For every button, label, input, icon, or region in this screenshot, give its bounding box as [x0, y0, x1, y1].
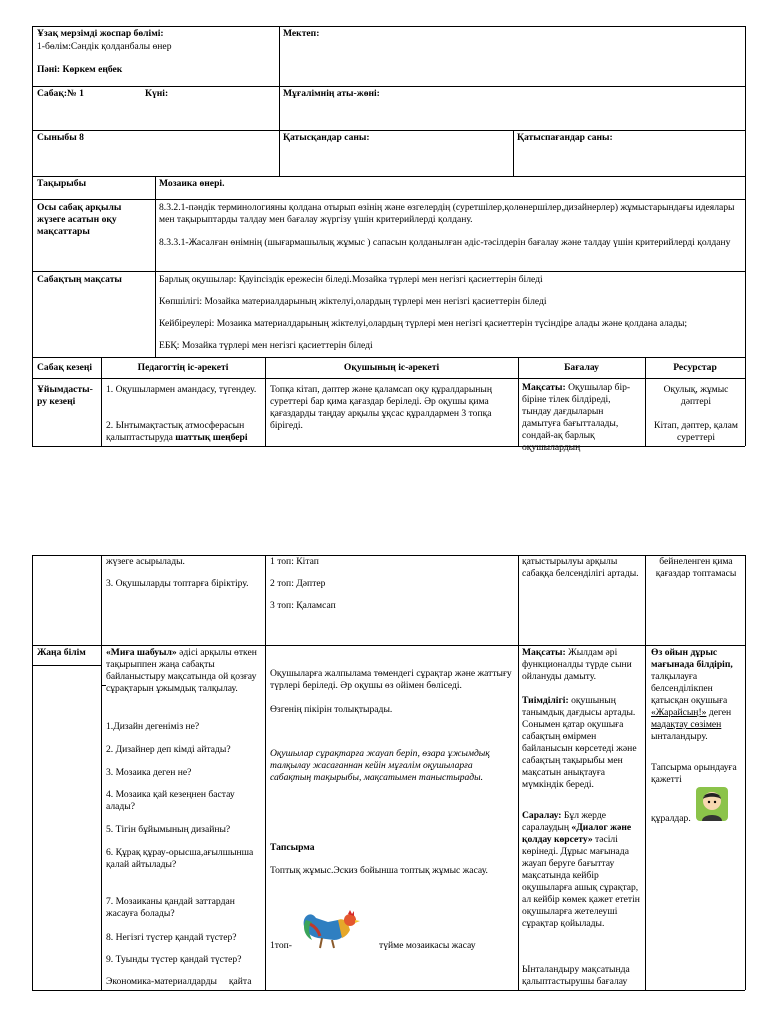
cont-teacher-2: 3. Оқушыларды топтарға біріктіру. [106, 578, 249, 589]
button-mosaic-task: түйме мозаикасы жасау [379, 940, 476, 951]
plan-title: Ұзақ мерзімді жоспар бөлімі: [37, 28, 164, 39]
objective-some: Кейбіреулері: Мозаика материалдарының жіктелуі,олардың түрлері мен негізгі қасиеттерін түсіндіре алады және қолдана алады; [159, 318, 688, 329]
objectives-label: Сабақтың мақсаты [37, 274, 122, 285]
goal-1: 8.3.2.1-пәндік терминологияны қолдана отырып өзінің және өзгелердің (суретшілер,қолөнершілер,дизайнерлер) жұмыстарындағы идеялары мен тақырыптарды талдау мен бағалау жүргізу үшін критерийлерді қолдану. [159, 202, 735, 225]
group-2: 2 топ: Дәптер [270, 578, 326, 589]
group-1-task-label: 1топ- [270, 940, 292, 951]
org-teacher-step-2: 2. Ынтымақтастық атмосферасын қалыптастыруда шаттық шеңбері [106, 420, 248, 443]
question-5: 5. Тігін бұйымының дизайны? [106, 824, 231, 835]
org-student-activity: Топқа кітап, дәптер және қаламсап оқу құралдарының суреттері бар қима қағаздар беріледі. Әр оқушы қима қағаздарды таңдау арқылы ұқсас құралдармен 3 топқа бірігеді. [270, 384, 492, 431]
col-head-resources: Ресурстар [673, 362, 717, 373]
task-title: Тапсырма [270, 842, 315, 853]
col-head-student: Оқушының іс-әрекеті [343, 362, 440, 373]
day-label: Күні: [145, 88, 169, 99]
absent-count-label: Қатыспағандар саны: [517, 132, 613, 143]
cont-teacher-1: жүзеге асырылады. [106, 556, 185, 567]
school-label: Мектеп: [283, 28, 320, 39]
org-resource-1: Оқулық, жұмыс дәптері [663, 384, 729, 407]
resource-tools-label: құралдар. [651, 813, 691, 824]
grade-label: Сыныбы 8 [37, 132, 84, 143]
topic-value: Мозаика өнері. [159, 178, 225, 189]
student-complement: Өзгенің пікірін толықтырады. [270, 704, 393, 715]
section-name: 1-бөлім:Сәндік қолданбалы өнер [37, 41, 172, 52]
lesson-number: Сабақ:№ 1 [37, 88, 84, 99]
question-7: 7. Мозаиканы қандай заттардан жасауға болады? [106, 896, 235, 919]
org-stage-label: Ұйымдасты-ру кезеңі [37, 384, 93, 407]
objective-sen: ЕБҚ: Мозайка түрлері мен негізгі қасиеттерін біледі [159, 340, 373, 351]
col-head-stage: Сабақ кезеңі [37, 362, 93, 373]
cont-assessment: қатыстырылуы арқылы сабаққа белсенділігі артады. [522, 556, 639, 579]
teacher-name-label: Мұғалімнің аты-жөні: [283, 88, 380, 99]
topic-label: Тақырыбы [37, 178, 87, 189]
assess-effectiveness: Тиімділігі: оқушының танымдық дағдысы артады. Сонымен қатар оқушыға сабақтың өмірмен байланысын көрсетеді және сабақтың тақырыбы мен мақсатын анықтауға мүмкіндік береді. [522, 695, 637, 790]
new-stage-label: Жаңа білім [37, 647, 86, 658]
question-1: 1.Дизайн дегеніміз не? [106, 721, 200, 732]
question-9: 9. Туынды түстер қандай түстер? [106, 954, 242, 965]
economics-line: Экономика-материалдарды қайта [106, 976, 252, 987]
group-3: 3 топ: Қаламсап [270, 600, 336, 611]
objective-most: Көпшілігі: Мозайка материалдарының жіктелуі,олардың түрлері мен негізгі қасиеттерін біледі [159, 296, 547, 307]
assess-purpose: Мақсаты: Жылдам әрі функционалды түрде сыни ойлануды дамыту. [522, 647, 632, 682]
question-8: 8. Негізгі түстер қандай түстер? [106, 932, 237, 943]
objective-all: Барлық оқушылар: Қауіпсіздік ережесін біледі.Мозайка түрлері мен негізгі қасиеттерін біледі [159, 274, 543, 285]
goals-label: Осы сабақ арқылы жүзеге асатын оқу мақсаттары [37, 202, 122, 237]
student-avatar-icon [696, 787, 728, 821]
col-head-assessment: Бағалау [564, 362, 599, 373]
goal-2: 8.3.3.1-Жасалған өнімнің (шығармашылық жұмыс ) сапасын қолданылған әдіс-тәсілдерін бағалау және талдау үшін критерийлерді қолдану [159, 237, 731, 248]
org-resource-2: Кітап, дәптер, қалам суреттері [654, 420, 738, 443]
resource-praise: Өз ойын дұрыс мағынада білдіріп, талқылауға белсенділікпен қатысқан оқушыға «Жарайсың!» деген мадақтау сөзімен ынталандыру. [651, 647, 733, 742]
assess-motivation: Ынталандыру мақсатында қалыптастырушы бағалау [522, 964, 630, 987]
question-4: 4. Мозаика қай кезеңнен бастау алады? [106, 789, 235, 812]
task-description: Топтық жұмыс.Эскиз бойынша топтық жұмыс жасау. [270, 865, 488, 876]
brainstorm-intro: «Миға шабуыл» әдісі арқылы өткен тақырыппен жаңа сабақты байланыстыру мақсатында ой қозғау сұрақтарын ұжымдық талқылау. [106, 647, 257, 694]
question-3: 3. Мозаика деген не? [106, 767, 192, 778]
org-teacher-step-1: 1. Оқушылармен амандасу, түгендеу. [106, 384, 257, 395]
question-2: 2. Дизайнер деп кімді айтады? [106, 744, 231, 755]
resource-task-tools: Тапсырма орындауға қажетті [651, 762, 737, 785]
rooster-mosaic-image [298, 908, 378, 950]
student-instructions: Оқушыларға жалпылама төмендегі сұрақтар және жаттығу түрлері беріледі. Әр оқушы өз ойімен бөліседі. [270, 668, 512, 691]
student-discussion: Оқушылар сұрақтарға жауап беріп, өзара ұжымдық талқылау жасағаннан кейін мұғалім оқушыларға сабақтың тақырыбы, мақсатымен таныстырады. [270, 748, 490, 783]
question-6: 6. Құрақ құрау-орысша,ағылшынша қалай айтылады? [106, 847, 254, 870]
group-1: 1 топ: Кітап [270, 556, 319, 567]
present-count-label: Қатысқандар саны: [283, 132, 370, 143]
subject-name: Пәні: Көркем еңбек [37, 64, 123, 75]
col-head-teacher: Педагогтің іс-әрекеті [137, 362, 229, 373]
assess-differentiation: Саралау: Бұл жерде саралаудың «Диалог және қолдау көрсету» тәсілі көрінеді. Дұрыс мағынада жауап беруге бағыттау мақсатында кейбір оқушыларға ашық сұрақтар, ал кейбір көмек қажет ететін оқушыларға жетелеуші сұрақтар қойылады. [522, 810, 640, 929]
org-assessment: Мақсаты: Оқушылар бір-біріне тілек білдіреді, тындау дағдыларын дамытуға бағытталады, сондай-ақ барлық оқушылардың [522, 382, 631, 453]
cont-resource: бейнеленген қима қағаздар топтамасы [655, 556, 737, 579]
